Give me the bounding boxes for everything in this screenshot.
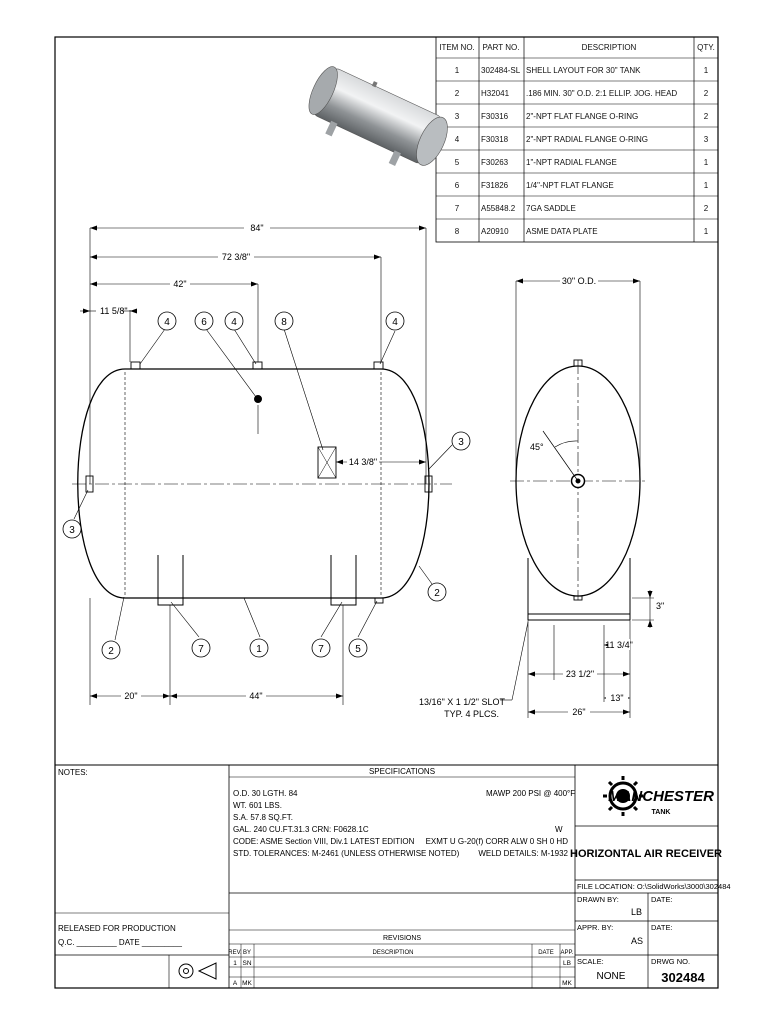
spec-line-3: GAL. 240 CU.FT.31.3 CRN: F0628.1C <box>233 825 369 834</box>
bom-row <box>455 181 709 190</box>
bom-cell-desc: 7GA SADDLE <box>526 204 576 213</box>
dim-saddle-end: 20" <box>124 691 138 701</box>
spec-line-2: S.A. 57.8 SQ.FT. <box>233 813 294 822</box>
bom-row <box>455 158 709 167</box>
spec-line-4: CODE: ASME Section VIII, Div.1 LATEST EDITION <box>233 837 415 846</box>
bom-header-item: ITEM NO. <box>439 43 475 52</box>
bom-cell-item: 4 <box>454 135 460 144</box>
svg-text:2: 2 <box>108 646 114 657</box>
bom-cell-qty: 1 <box>703 227 709 236</box>
exmt: EXMT U G-20(f) CORR ALW 0 SH 0 HD <box>425 837 568 846</box>
spec-label: SPECIFICATIONS <box>368 767 436 776</box>
dim-base-width: 26" <box>572 707 586 717</box>
rev-row-0-rev: 1 <box>233 960 237 967</box>
dim-od: 30" O.D. <box>561 276 597 286</box>
dim-slot-inner: 11 3/4" <box>605 640 633 650</box>
bom-row <box>455 89 709 98</box>
isometric-tank-view <box>298 59 455 181</box>
svg-text:7: 7 <box>198 644 204 655</box>
bom-cell-part: F30318 <box>481 135 509 144</box>
dim-to-center: 42" <box>173 279 187 289</box>
bom-header-qty: QTY. <box>697 43 715 52</box>
slot-note-line-2: TYP. 4 PLCS. <box>444 709 499 719</box>
balloon-2a <box>428 583 446 601</box>
bom-cell-item: 8 <box>454 227 460 236</box>
notes-label: NOTES: <box>58 768 88 777</box>
svg-text:8: 8 <box>281 317 287 328</box>
svg-text:4: 4 <box>231 317 237 328</box>
slot-note-line-1: 13/16" X 1 1/2" SLOT <box>419 697 505 707</box>
spec-line-1: WT. 601 LBS. <box>233 801 282 810</box>
third-angle-projection-icon <box>179 963 216 979</box>
bom-cell-desc: 2"-NPT RADIAL FLANGE O-RING <box>526 135 648 144</box>
bom-cell-item: 5 <box>454 158 460 167</box>
bom-cell-desc: 1/4"-NPT FLAT FLANGE <box>526 181 614 190</box>
rev-row-0-appr: LB <box>563 960 571 967</box>
scale-label: SCALE: <box>577 957 604 966</box>
drwg-label: DRWG NO. <box>651 957 691 966</box>
appr-by: AS <box>631 936 644 946</box>
bom-header-part: PART NO. <box>482 43 520 52</box>
balloon-3a <box>452 432 470 450</box>
rev-row-1-appr: MK <box>562 980 572 987</box>
spec-line-0: O.D. 30 LGTH. 84 <box>233 789 298 798</box>
bom-cell-desc: 2"-NPT FLAT FLANGE O-RING <box>526 112 639 121</box>
dim-end-offset: 11 5/8" <box>100 306 128 316</box>
balloon-6 <box>195 312 213 330</box>
bom-cell-qty: 3 <box>703 135 709 144</box>
rev-header-by: BY <box>242 950 252 956</box>
drwg-number: 302484 <box>661 970 705 985</box>
bom-row <box>455 227 709 236</box>
bom-cell-part: F30316 <box>481 112 509 121</box>
dim-slot-c: 23 1/2" <box>565 669 595 679</box>
bom-cell-part: A20910 <box>481 227 509 236</box>
balloon-7a <box>192 639 210 657</box>
balloon-3b <box>63 520 81 538</box>
logo-sub: TANK <box>651 809 671 816</box>
end-view <box>500 279 654 719</box>
svg-text:3: 3 <box>458 437 464 448</box>
weld-details: WELD DETAILS: M-1932 <box>478 849 568 858</box>
released-label: RELEASED FOR PRODUCTION <box>58 924 176 933</box>
drawn-by: LB <box>631 907 643 917</box>
bom-cell-item: 7 <box>454 204 460 213</box>
side-view <box>72 226 452 706</box>
bom-cell-part: F31826 <box>481 181 509 190</box>
svg-text:2: 2 <box>434 588 440 599</box>
svg-text:4: 4 <box>392 317 398 328</box>
svg-text:5: 5 <box>355 644 361 655</box>
svg-text:3: 3 <box>69 525 75 536</box>
bom-header-desc: DESCRIPTION <box>581 43 637 52</box>
qc-line: Q.C. _________ DATE _________ <box>58 938 182 947</box>
appr-date-label: DATE: <box>651 923 673 932</box>
bom-cell-part: A55848.2 <box>481 204 516 213</box>
bill-of-materials <box>436 37 718 242</box>
balloon-8 <box>275 312 293 330</box>
drawing-title: HORIZONTAL AIR RECEIVER <box>570 848 722 860</box>
bom-cell-qty: 1 <box>703 158 709 167</box>
mawp: MAWP 200 PSI @ 400°F <box>486 789 576 798</box>
bom-cell-item: 2 <box>454 89 460 98</box>
svg-text:6: 6 <box>201 317 207 328</box>
balloon-1 <box>250 639 268 657</box>
bom-cell-qty: 1 <box>703 66 709 75</box>
dim-saddle-height: 3" <box>656 601 665 611</box>
balloon-2b <box>102 641 120 659</box>
bom-cell-desc: 1"-NPT RADIAL FLANGE <box>526 158 617 167</box>
tank-shell <box>78 369 429 598</box>
bom-cell-item: 3 <box>454 112 460 121</box>
side-view-dimensions <box>100 222 379 701</box>
bom-row <box>455 135 709 144</box>
end-view-dimensions <box>419 275 664 719</box>
dim-plate-offset: 14 3/8" <box>348 457 378 467</box>
appr-by-label: APPR. BY: <box>577 923 614 932</box>
balloon-4c <box>386 312 404 330</box>
rev-row-0-by: SN <box>242 960 252 967</box>
bom-cell-desc: .186 MIN. 30" O.D. 2:1 ELLIP. JOG. HEAD <box>526 89 678 98</box>
bom-cell-item: 6 <box>454 181 460 190</box>
dim-angle: 45° <box>530 442 544 452</box>
bom-row <box>455 204 709 213</box>
title-block-text <box>58 767 731 987</box>
dim-flange-span: 72 3/8" <box>221 252 251 262</box>
bom-cell-qty: 2 <box>703 204 709 213</box>
bom-cell-desc: SHELL LAYOUT FOR 30" TANK <box>526 66 641 75</box>
item-balloons <box>63 312 470 659</box>
dim-slot-width: 13" <box>610 693 624 703</box>
bom-cell-item: 1 <box>454 66 460 75</box>
scale-value: NONE <box>596 971 626 982</box>
bom-cell-desc: ASME DATA PLATE <box>526 227 598 236</box>
bom-cell-qty: 2 <box>703 89 709 98</box>
w-mark: W <box>555 825 563 834</box>
balloon-4b <box>225 312 243 330</box>
drawn-date-label: DATE: <box>651 895 673 904</box>
bom-row <box>455 66 709 75</box>
rev-row-1-rev: A <box>232 980 238 987</box>
balloon-5 <box>349 639 367 657</box>
bom-cell-part: 302484-SL <box>481 66 521 75</box>
drawn-by-label: DRAWN BY: <box>577 895 619 904</box>
svg-text:4: 4 <box>164 317 170 328</box>
rev-header-appr: APP. <box>560 950 574 956</box>
bom-cell-qty: 2 <box>703 112 709 121</box>
balloon-7b <box>312 639 330 657</box>
bom-cell-part: H32041 <box>481 89 510 98</box>
rev-header-rev: REV. <box>228 950 242 956</box>
bom-cell-part: F30263 <box>481 158 509 167</box>
spec-line-5: STD. TOLERANCES: M-2461 (UNLESS OTHERWISE NOTED) <box>233 849 460 858</box>
rev-header-date: DATE <box>538 950 554 956</box>
dim-overall: 84" <box>250 223 264 233</box>
file-location: FILE LOCATION: O:\SolidWorks\3000\302484 <box>577 882 731 891</box>
revisions-label: REVISIONS <box>382 935 422 942</box>
svg-text:1: 1 <box>256 644 262 655</box>
rev-header-desc: DESCRIPTION <box>372 950 414 956</box>
dim-saddle-span: 44" <box>249 691 263 701</box>
bom-cell-qty: 1 <box>703 181 709 190</box>
svg-text:7: 7 <box>318 644 324 655</box>
balloon-4a <box>158 312 176 330</box>
logo-main: MANCHESTER <box>608 788 714 805</box>
rev-row-1-by: MK <box>242 980 252 987</box>
bom-row <box>455 112 709 121</box>
